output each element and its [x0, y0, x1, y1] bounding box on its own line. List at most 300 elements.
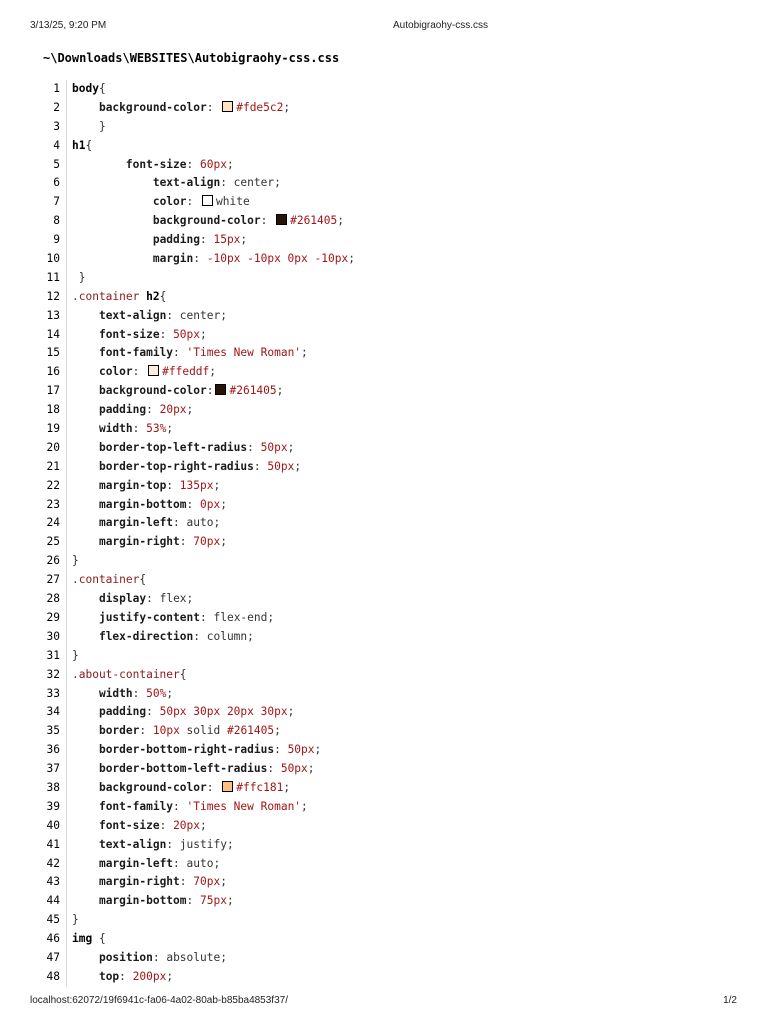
code-text [72, 514, 220, 533]
code-token [72, 819, 99, 832]
line-number: 40 [46, 818, 60, 832]
gutter-divider [66, 949, 67, 968]
code-token [72, 460, 99, 473]
code-text [72, 212, 344, 231]
line-number: 48 [46, 969, 60, 983]
gutter-divider [66, 156, 67, 175]
code-token: padding [98, 403, 147, 417]
code-token: ; [226, 894, 234, 908]
line-number: 11 [46, 270, 60, 284]
code-token [72, 441, 99, 454]
code-line [40, 326, 730, 345]
code-token: position [98, 950, 153, 964]
code-token: { [179, 667, 187, 681]
gutter-divider [66, 855, 67, 874]
code-text [72, 344, 308, 363]
code-token: font-family [98, 346, 174, 360]
code-token [72, 233, 153, 246]
code-line [40, 174, 730, 193]
gutter-divider [66, 118, 67, 137]
gutter-divider [66, 647, 67, 666]
code-token: : [173, 516, 187, 530]
code-token: body [72, 82, 99, 95]
code-token [72, 592, 99, 605]
gutter-divider [66, 685, 67, 704]
code-token: : [166, 837, 180, 851]
line-number: 12 [46, 289, 60, 303]
code-token: 'Times New Roman' [186, 346, 302, 360]
code-line [40, 193, 730, 212]
line-number: 39 [46, 799, 60, 813]
code-token: h2 [146, 289, 160, 303]
code-line [40, 873, 730, 892]
code-token [72, 743, 99, 756]
code-token: 135px [179, 478, 214, 492]
code-token: border [98, 724, 140, 738]
code-token [72, 762, 99, 775]
code-token: } [72, 270, 86, 284]
code-token: 70px [193, 875, 221, 889]
line-number: 30 [46, 629, 60, 643]
code-token [72, 951, 99, 964]
line-number: 6 [53, 176, 60, 190]
code-token: : [159, 818, 174, 832]
code-token: : [206, 100, 221, 114]
color-swatch-icon [215, 384, 226, 395]
code-text [72, 722, 281, 741]
code-line [40, 571, 730, 590]
code-text [72, 288, 166, 307]
code-token: text-align [98, 308, 167, 322]
code-token: 50px [260, 440, 288, 454]
code-token [72, 101, 99, 114]
code-token: border-top-left-radius [98, 440, 248, 454]
code-text [72, 628, 254, 647]
code-token: : [132, 686, 147, 700]
code-text [72, 779, 290, 798]
line-number: 24 [46, 516, 60, 530]
gutter-divider [66, 80, 67, 99]
gutter-divider [66, 760, 67, 779]
code-token: : [159, 327, 174, 341]
gutter-divider [66, 99, 67, 118]
line-number: 17 [46, 384, 60, 398]
code-line [40, 552, 730, 571]
code-token: 20px [173, 818, 201, 832]
code-token: : [186, 894, 200, 908]
code-token: ; [209, 365, 217, 379]
code-token: ; [213, 856, 221, 870]
code-token: width [98, 686, 133, 700]
code-token [72, 346, 99, 359]
gutter-divider [66, 533, 67, 552]
code-token: { [139, 573, 147, 587]
code-token: : [206, 780, 221, 794]
code-text [72, 836, 234, 855]
code-token: : [260, 214, 275, 228]
code-token: center [233, 176, 275, 190]
code-line [40, 439, 730, 458]
code-text [72, 741, 321, 760]
code-token: 50px [280, 762, 308, 776]
code-text [72, 193, 250, 212]
code-token: margin-left [98, 856, 174, 870]
code-line [40, 968, 730, 987]
gutter-divider [66, 703, 67, 722]
gutter-divider [66, 439, 67, 458]
code-text [72, 269, 85, 288]
code-token: border-bottom-right-radius [98, 743, 275, 757]
code-text [72, 685, 173, 704]
gutter-divider [66, 514, 67, 533]
code-token [72, 781, 99, 794]
code-token: } [72, 119, 106, 133]
code-token: : [119, 969, 133, 983]
code-token: flex [159, 592, 187, 606]
gutter-divider [66, 326, 67, 345]
code-line [40, 892, 730, 911]
code-token: .about-container [72, 667, 180, 681]
code-text [72, 477, 220, 496]
code-line [40, 685, 730, 704]
code-token: : [253, 459, 268, 473]
code-token: margin [152, 252, 194, 266]
code-line [40, 855, 730, 874]
code-token [72, 158, 126, 171]
code-token: top [98, 969, 120, 983]
code-token: : [193, 252, 207, 266]
code-token: margin-right [98, 875, 180, 889]
code-text [72, 703, 294, 722]
gutter-divider [66, 174, 67, 193]
code-token: ; [220, 535, 227, 549]
code-token: font-size [98, 327, 160, 341]
code-token: width [98, 422, 133, 436]
code-line [40, 836, 730, 855]
code-token: justify-content [98, 610, 200, 624]
code-text [72, 174, 281, 193]
code-token: ; [220, 950, 227, 964]
code-token [72, 195, 153, 208]
code-token: ; [337, 214, 344, 228]
code-line [40, 307, 730, 326]
code-token: white [216, 195, 250, 209]
code-token: img [72, 932, 93, 946]
code-text [72, 552, 79, 571]
line-number: 9 [53, 233, 60, 247]
code-text [72, 949, 227, 968]
code-line [40, 628, 730, 647]
gutter-divider [66, 628, 67, 647]
line-number: 15 [46, 346, 60, 360]
code-token: ; [186, 403, 194, 417]
line-number: 47 [46, 950, 60, 964]
code-text [72, 137, 92, 156]
code-token: -10px -10px 0px -10px [206, 252, 349, 266]
code-token: center [179, 308, 221, 322]
code-token [72, 724, 99, 737]
line-number: 35 [46, 724, 60, 738]
code-token: font-family [98, 799, 174, 813]
code-token: { [98, 82, 106, 95]
code-token: column [206, 629, 248, 643]
gutter-divider [66, 722, 67, 741]
code-token [72, 838, 99, 851]
code-token [72, 403, 99, 416]
code-token [72, 252, 153, 265]
code-token: text-align [98, 837, 167, 851]
code-line [40, 382, 730, 401]
code-line [40, 80, 730, 99]
code-token: : [146, 705, 160, 719]
code-token: #ffc181 [236, 780, 284, 794]
gutter-divider [66, 420, 67, 439]
code-line [40, 420, 730, 439]
code-token: 50px [173, 327, 201, 341]
gutter-divider [66, 609, 67, 628]
line-number: 34 [46, 705, 60, 719]
code-token: 75px [200, 894, 227, 908]
code-text [72, 326, 207, 345]
page-number: 1/2 [723, 995, 737, 1006]
line-number: 4 [53, 138, 60, 152]
code-text [72, 439, 294, 458]
code-line [40, 760, 730, 779]
gutter-divider [66, 590, 67, 609]
code-line [40, 666, 730, 685]
code-token [72, 176, 153, 189]
code-token [72, 630, 99, 643]
code-token: } [72, 554, 79, 568]
code-token: .container [72, 289, 147, 303]
code-line [40, 798, 730, 817]
code-text [72, 496, 227, 515]
code-text [72, 458, 301, 477]
code-text [72, 231, 247, 250]
color-swatch-icon [276, 214, 287, 225]
code-token: margin-top [98, 478, 167, 492]
line-number: 43 [46, 875, 60, 889]
line-number: 41 [46, 837, 60, 851]
code-token: #261405 [229, 384, 277, 398]
code-token: : [267, 762, 281, 776]
code-token: margin-bottom [98, 497, 187, 511]
code-token: } [72, 913, 79, 927]
code-token [72, 422, 99, 435]
code-token: color [152, 195, 187, 209]
line-number: 37 [46, 762, 60, 776]
code-line [40, 137, 730, 156]
gutter-divider [66, 307, 67, 326]
code-token: absolute [166, 950, 221, 964]
code-token: solid [179, 724, 227, 738]
code-token [72, 479, 99, 492]
code-text [72, 760, 315, 779]
line-number: 18 [46, 403, 60, 417]
code-token: ; [213, 478, 221, 492]
code-token: font-size [98, 818, 160, 832]
code-token: ; [220, 875, 227, 889]
code-line [40, 609, 730, 628]
gutter-divider [66, 401, 67, 420]
line-number: 38 [46, 780, 60, 794]
gutter-divider [66, 137, 67, 156]
code-token: margin-left [98, 516, 174, 530]
code-line [40, 496, 730, 515]
code-token: : [186, 497, 200, 511]
code-line [40, 647, 730, 666]
code-token: { [92, 932, 106, 946]
code-token: margin-bottom [98, 894, 187, 908]
line-number: 8 [53, 214, 60, 228]
code-line [40, 269, 730, 288]
code-token: : [193, 629, 207, 643]
code-token: ; [283, 780, 291, 794]
code-token: justify [179, 837, 227, 851]
code-text [72, 590, 193, 609]
gutter-divider [66, 930, 67, 949]
code-token: : [199, 233, 214, 247]
code-token: : [146, 592, 160, 606]
code-token: : [146, 403, 160, 417]
gutter-divider [66, 798, 67, 817]
gutter-divider [66, 363, 67, 382]
code-token: ; [226, 157, 234, 171]
code-text [72, 156, 234, 175]
code-token: 200px [132, 969, 167, 983]
code-line [40, 817, 730, 836]
code-line [40, 722, 730, 741]
line-number: 27 [46, 573, 60, 587]
gutter-divider [66, 552, 67, 571]
code-text [72, 420, 173, 439]
code-token: auto [186, 856, 214, 870]
code-token [72, 857, 99, 870]
code-token: ; [220, 497, 227, 511]
line-number: 3 [53, 119, 60, 133]
code-text [72, 118, 106, 137]
code-token: { [85, 138, 93, 152]
code-token: #261405 [226, 724, 275, 738]
code-text [72, 382, 283, 401]
code-text [72, 873, 227, 892]
gutter-divider [66, 193, 67, 212]
gutter-divider [66, 288, 67, 307]
code-token: : [179, 535, 194, 549]
line-number: 28 [46, 592, 60, 606]
code-token: ; [301, 346, 308, 360]
code-line [40, 930, 730, 949]
code-token: border-bottom-left-radius [98, 762, 268, 776]
color-swatch-icon [202, 195, 213, 206]
code-line [40, 477, 730, 496]
code-text [72, 80, 106, 99]
code-token: ; [314, 743, 322, 757]
file-path-heading: ~\Downloads\WEBSITES\Autobigraohy-css.css [43, 51, 340, 65]
line-number: 32 [46, 667, 60, 681]
code-text [72, 571, 146, 590]
code-token: ; [200, 818, 207, 832]
code-token: ; [267, 610, 275, 624]
code-token: ; [307, 762, 315, 776]
line-number: 42 [46, 856, 60, 870]
code-token: #261405 [290, 214, 338, 228]
code-token [72, 535, 99, 548]
code-token: 50px [287, 743, 315, 757]
code-token: ; [226, 837, 234, 851]
code-token: flex-end [213, 610, 268, 624]
line-number: 16 [46, 365, 60, 379]
line-number: 19 [46, 422, 60, 436]
code-token: 50px 30px 20px 30px [159, 705, 288, 719]
gutter-divider [66, 382, 67, 401]
code-token: #fde5c2 [236, 100, 284, 114]
code-line [40, 458, 730, 477]
line-number: 44 [46, 894, 60, 908]
code-token: background-color [152, 214, 261, 228]
code-token: display [98, 592, 147, 606]
gutter-divider [66, 458, 67, 477]
line-number: 7 [53, 195, 60, 209]
code-token: ; [276, 384, 284, 398]
line-number: 5 [53, 157, 60, 171]
code-token: flex-direction [98, 629, 194, 643]
code-token: ; [287, 705, 295, 719]
code-token [72, 384, 99, 397]
code-token [72, 214, 153, 227]
code-line [40, 231, 730, 250]
code-text [72, 401, 193, 420]
code-line [40, 344, 730, 363]
code-token: padding [152, 233, 200, 247]
code-line [40, 212, 730, 231]
code-token: ; [166, 686, 174, 700]
code-line [40, 911, 730, 930]
gutter-divider [66, 250, 67, 269]
line-number: 29 [46, 610, 60, 624]
code-token: ; [247, 629, 254, 643]
code-line [40, 363, 730, 382]
gutter-divider [66, 892, 67, 911]
code-line [40, 741, 730, 760]
code-token [72, 800, 99, 813]
code-line [40, 779, 730, 798]
code-token: } [72, 648, 79, 662]
code-text [72, 817, 207, 836]
line-number: 45 [46, 913, 60, 927]
code-text [72, 855, 220, 874]
code-token [72, 328, 99, 341]
line-number: 10 [46, 252, 60, 266]
code-text [72, 363, 216, 382]
line-number: 26 [46, 554, 60, 568]
gutter-divider [66, 212, 67, 231]
code-text [72, 647, 79, 666]
code-token [72, 516, 99, 529]
code-line [40, 401, 730, 420]
code-token: 50px [267, 459, 295, 473]
code-token: : [274, 743, 288, 757]
code-token: 53% [146, 422, 167, 436]
code-token: color [98, 365, 133, 379]
code-token [72, 875, 99, 888]
code-token: ; [348, 252, 355, 266]
code-token: : [152, 950, 167, 964]
code-token: : [166, 308, 180, 322]
code-line [40, 703, 730, 722]
code-token: ; [166, 969, 174, 983]
line-number: 31 [46, 648, 60, 662]
